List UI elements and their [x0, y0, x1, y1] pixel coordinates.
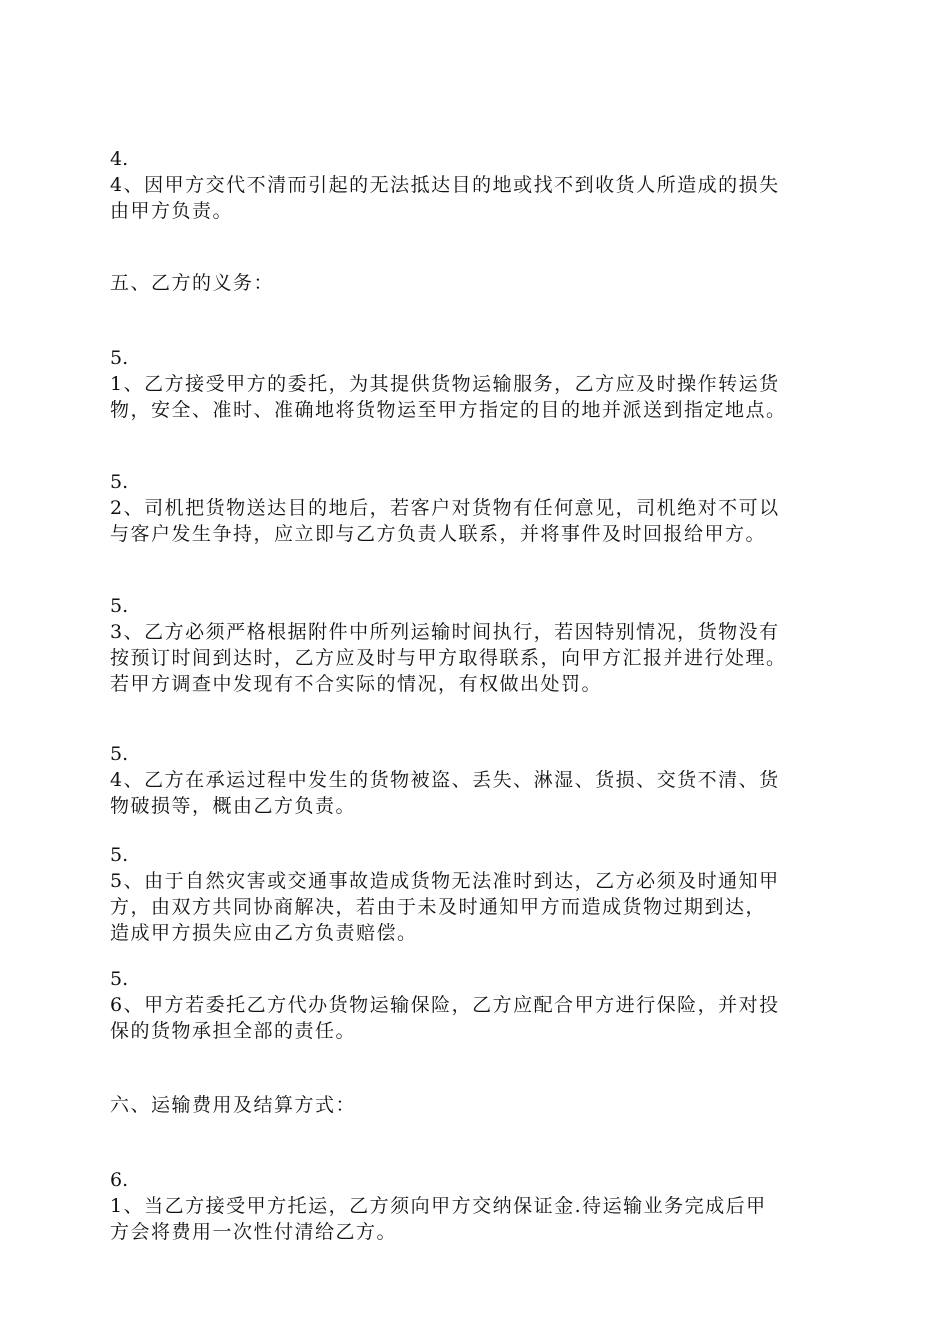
section-heading-6 [110, 1092, 850, 1118]
clause-number: 5. [110, 844, 129, 866]
clause-text-line: 造成甲方损失应由乙方负责赔偿。 [110, 922, 418, 944]
clause-number: 5. [110, 743, 129, 765]
clause-text-line: 2、司机把货物送达目的地后，若客户对货物有任何意见，司机绝对不可以 [110, 497, 780, 519]
clause-4-4 [110, 146, 850, 224]
clause-text-line: 5、由于自然灾害或交通事故造成货物无法准时到达，乙方必须及时通知甲 [110, 870, 780, 892]
clause-number: 5. [110, 347, 129, 369]
clause-5-1 [110, 345, 850, 423]
section-heading-5 [110, 270, 850, 296]
clause-number: 6. [110, 1169, 129, 1191]
clause-5-3 [110, 593, 850, 697]
clause-number: 4. [110, 148, 129, 170]
clause-5-4 [110, 741, 850, 819]
clause-text-line: 由甲方负责。 [110, 200, 234, 222]
clause-number: 5. [110, 471, 129, 493]
clause-text-line: 6、甲方若委托乙方代办货物运输保险，乙方应配合甲方进行保险，并对投 [110, 994, 780, 1016]
clause-6-1 [110, 1167, 850, 1245]
clause-text-line: 按预订时间到达时，乙方应及时与甲方取得联系，向甲方汇报并进行处理。 [110, 647, 787, 669]
clause-text-line: 3、乙方必须严格根据附件中所列运输时间执行，若因特别情况，货物没有 [110, 621, 780, 643]
clause-text-line: 物，安全、准时、准确地将货物运至甲方指定的目的地并派送到指定地点。 [110, 399, 787, 421]
clause-text-line: 4、乙方在承运过程中发生的货物被盗、丢失、淋湿、货损、交货不清、货 [110, 769, 780, 791]
section-heading: 六、运输费用及结算方式： [110, 1094, 357, 1116]
section-heading: 五、乙方的义务： [110, 272, 275, 294]
clause-number: 5. [110, 968, 129, 990]
clause-number: 5. [110, 595, 129, 617]
clause-text-line: 与客户发生争持，应立即与乙方负责人联系，并将事件及时回报给甲方。 [110, 523, 767, 545]
clause-text-line: 1、乙方接受甲方的委托，为其提供货物运输服务，乙方应及时操作转运货 [110, 373, 780, 395]
clause-5-6 [110, 966, 850, 1044]
clause-5-2 [110, 469, 850, 547]
clause-text-line: 物破损等，概由乙方负责。 [110, 795, 357, 817]
clause-text-line: 1、当乙方接受甲方托运，乙方须向甲方交纳保证金.待运输业务完成后甲 [110, 1195, 767, 1217]
clause-text-line: 方会将费用一次性付清给乙方。 [110, 1221, 398, 1243]
clause-text-line: 保的货物承担全部的责任。 [110, 1020, 357, 1042]
clause-text-line: 若甲方调查中发现有不合实际的情况，有权做出处罚。 [110, 673, 603, 695]
clause-text-line: 方，由双方共同协商解决，若由于未及时通知甲方而造成货物过期到达， [110, 896, 767, 918]
clause-text-line: 4、因甲方交代不清而引起的无法抵达目的地或找不到收货人所造成的损失 [110, 174, 780, 196]
clause-5-5 [110, 842, 850, 946]
